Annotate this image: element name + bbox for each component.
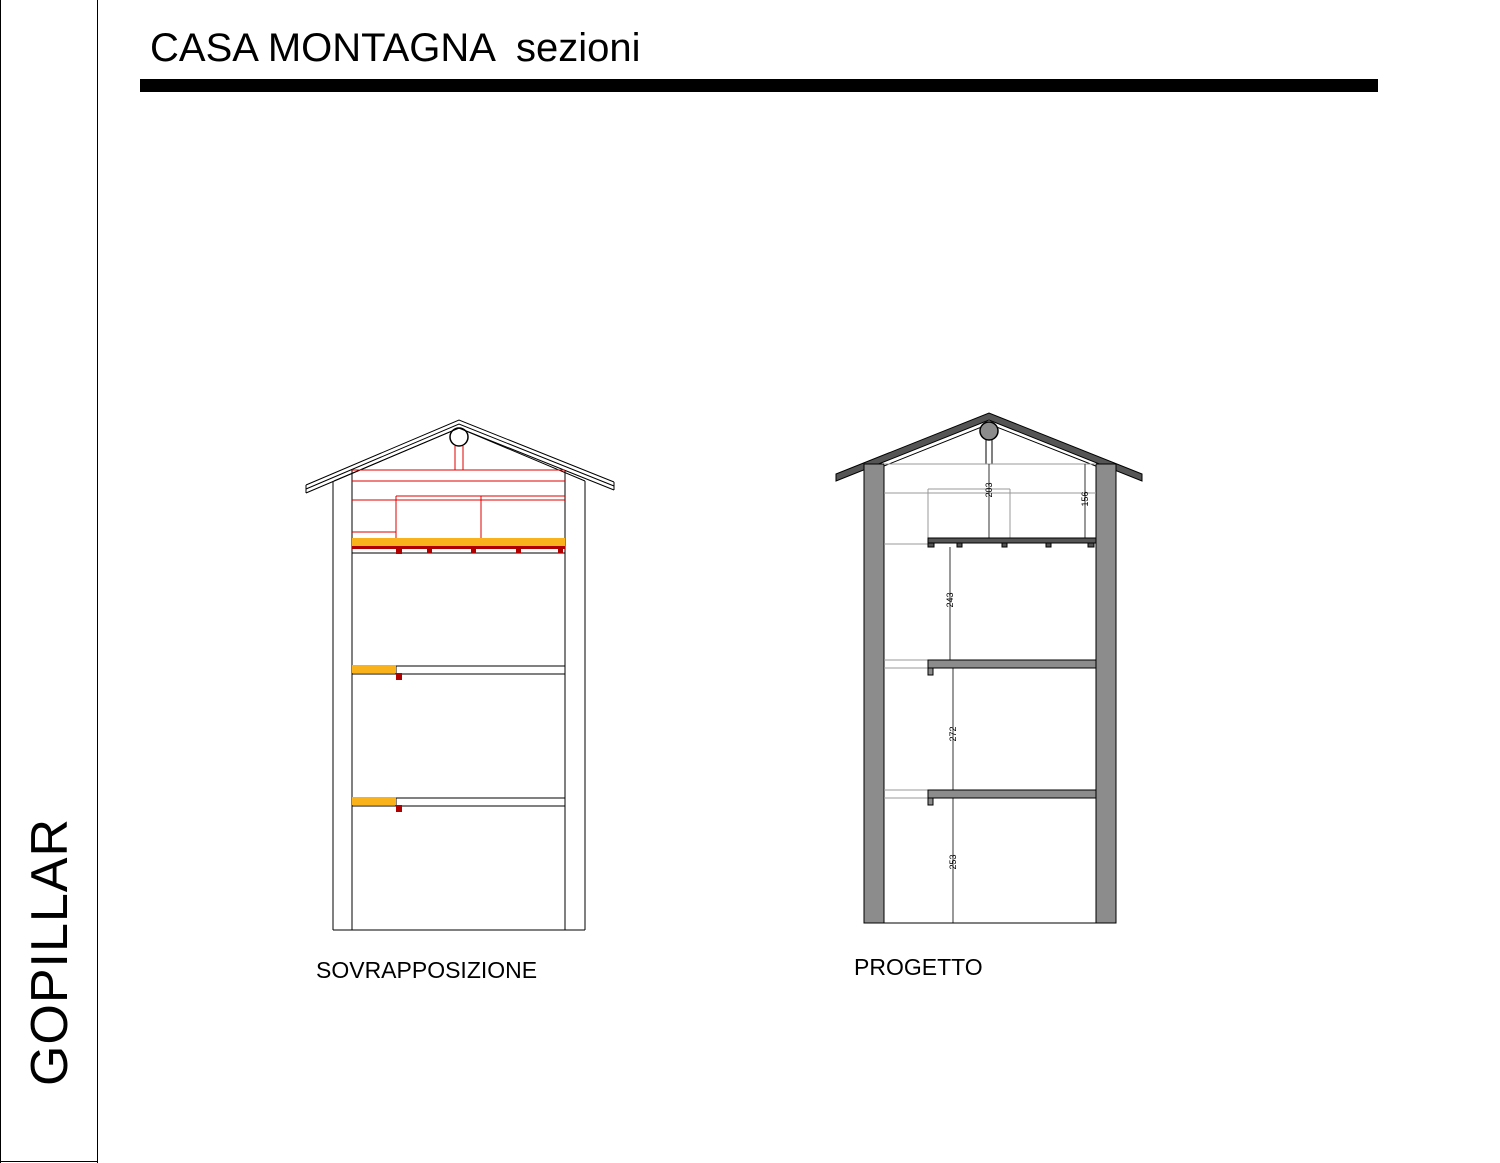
project-ridge-beam — [980, 422, 998, 440]
overlay-beams — [352, 546, 565, 812]
page-title: CASA MONTAGNA sezioni — [150, 26, 641, 70]
project-walls — [864, 464, 1116, 923]
brand-label: GOPILLAR — [21, 817, 79, 1087]
overlay-ridge-beam — [450, 428, 468, 446]
dimension-label: 203 — [984, 482, 994, 498]
dimension-label: 253 — [948, 854, 958, 870]
project-attic-floor — [928, 538, 1096, 547]
project-attic-lines — [884, 464, 1096, 798]
section-caption-overlay: SOVRAPPOSIZIONE — [316, 957, 538, 983]
overlay-floors — [352, 553, 565, 806]
section-overlay-drawing — [306, 420, 614, 930]
dimension-label: 272 — [948, 726, 958, 742]
section-caption-project: PROGETTO — [854, 954, 983, 980]
section-project-drawing — [836, 413, 1142, 923]
dimension-label: 156 — [1080, 491, 1090, 507]
dimension-label: 243 — [945, 592, 955, 608]
overlay-orange-boards — [352, 538, 565, 805]
project-dimension-lines — [950, 464, 1085, 923]
